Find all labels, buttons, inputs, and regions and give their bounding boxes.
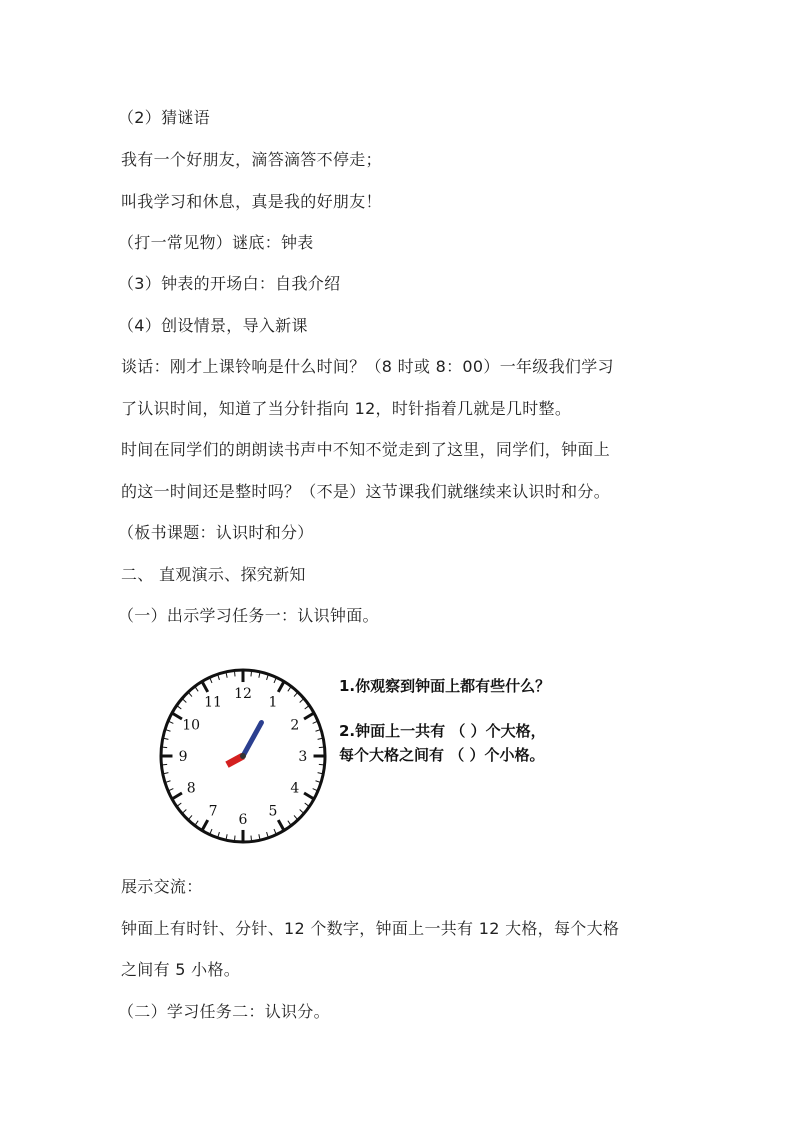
text-line: 我有一个好朋友，滴答滴答不停走； <box>121 150 382 169</box>
clock-number: 10 <box>182 717 201 734</box>
text-line: 的这一时间还是整时吗？（不是）这节课我们就继续来认识时和分。 <box>121 482 611 501</box>
text-line: 展示交流： <box>121 877 203 896</box>
text-line: （二）学习任务二：认识分。 <box>118 1002 330 1021</box>
text-line: （板书课题：认识时和分） <box>118 523 314 542</box>
question-2-line-1: 2.钟面上一共有 （ ）个大格， <box>339 722 546 740</box>
clock-number: 11 <box>204 694 222 711</box>
section-heading: 二、 直观演示、探究新知 <box>121 565 306 584</box>
clock-face <box>157 668 329 848</box>
clock-number: 5 <box>268 803 278 820</box>
text-line: （2）猜谜语 <box>118 108 210 127</box>
clock-number: 6 <box>238 811 248 828</box>
center-pin <box>240 753 246 759</box>
clock-number: 7 <box>208 803 218 820</box>
clock-number: 12 <box>234 686 252 703</box>
text-line: 谈话：刚才上课铃响是什么时间？（8 时或 8：00）一年级我们学习 <box>121 357 614 376</box>
text-line: 叫我学习和休息，真是我的好朋友！ <box>121 192 382 211</box>
clock-number: 4 <box>290 780 300 797</box>
question-2-line-2: 每个大格之间有 （ ）个小格。 <box>339 746 545 764</box>
clock-number: 8 <box>186 780 196 797</box>
clock-number: 2 <box>290 717 300 734</box>
question-1: 1.你观察到钟面上都有些什么？ <box>339 677 551 695</box>
text-line: （4）创设情景，导入新课 <box>118 316 308 335</box>
text-line: （3）钟表的开场白：自我介绍 <box>118 274 341 293</box>
text-line: 钟面上有时针、分针、12 个数字，钟面上一共有 12 大格，每个大格 <box>121 919 620 938</box>
clock-number: 9 <box>178 749 188 765</box>
text-line: 之间有 5 小格。 <box>121 960 241 979</box>
text-line: 了认识时间，知道了当分针指向 12，时针指着几就是几时整。 <box>121 399 572 418</box>
text-line: （一）出示学习任务一：认识钟面。 <box>118 606 379 625</box>
text-line: 时间在同学们的朗朗读书声中不知不觉走到了这里，同学们，钟面上 <box>121 440 611 459</box>
clock-number: 1 <box>268 694 278 711</box>
text-line: （打一常见物）谜底：钟表 <box>118 233 314 252</box>
clock-number: 3 <box>298 749 308 765</box>
